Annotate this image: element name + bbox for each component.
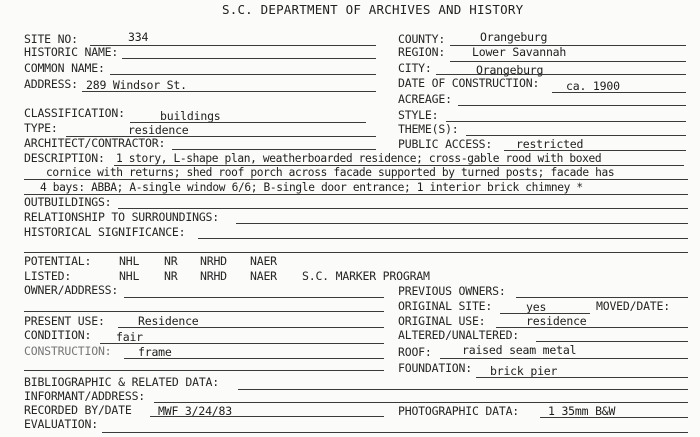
themes-label: THEME(S): <box>398 122 459 136</box>
photographic-data-label: PHOTOGRAPHIC DATA: <box>398 404 520 418</box>
owner-label: OWNER/ADDRESS: <box>24 283 119 297</box>
form-title: S.C. DEPARTMENT OF ARCHIVES AND HISTORY <box>222 2 524 17</box>
common-name-line <box>110 74 376 75</box>
present-use-line <box>118 327 384 328</box>
foundation-line <box>476 377 688 378</box>
potential-label: POTENTIAL: <box>24 254 92 268</box>
roof-value: raised seam metal <box>462 343 577 357</box>
historic-name-label: HISTORIC NAME: <box>24 45 119 59</box>
architect-label: ARCHITECT/CONTRACTOR: <box>24 136 166 150</box>
classification-value: buildings <box>160 109 221 123</box>
photographic-data-value: 1 35mm B&W <box>548 404 616 418</box>
informant-line <box>154 402 688 403</box>
date-value: ca. 1900 <box>566 79 620 93</box>
relationship-label: RELATIONSHIP TO SURROUNDINGS: <box>24 210 219 224</box>
potential-nhl: NHL <box>119 254 140 268</box>
type-label: TYPE: <box>24 121 58 135</box>
access-value: restricted <box>516 137 584 151</box>
access-label: PUBLIC ACCESS: <box>398 137 493 151</box>
original-site-value: yes <box>526 300 547 314</box>
listed-naer: NAER <box>250 269 277 283</box>
description-line-3: 4 bays: ABBA; A-single window 6/6; B-single door entrance; 1 interior brick chimney * <box>40 181 583 194</box>
address-line <box>82 91 376 92</box>
potential-nr: NR <box>164 254 178 268</box>
recorded-line <box>150 416 384 417</box>
site-no-line <box>90 45 376 46</box>
common-name-label: COMMON NAME: <box>24 61 105 75</box>
listed-nhl: NHL <box>119 269 140 283</box>
bibliographic-label: BIBLIOGRAPHIC & RELATED DATA: <box>24 375 219 389</box>
description-line-2: cornice with returns; shed roof porch across facade supported by turned posts; facade has <box>46 166 615 179</box>
construction-line <box>124 358 384 359</box>
listed-label: LISTED: <box>24 269 72 283</box>
present-use-value: Residence <box>138 314 199 328</box>
description-line-1: 1 story, L-shape plan, weatherboarded residence; cross-gable rood with boxed <box>116 152 602 165</box>
altered-line <box>536 341 688 342</box>
original-use-value: residence <box>526 314 587 328</box>
previous-owners-label: PREVIOUS OWNERS: <box>398 284 506 298</box>
description-label: DESCRIPTION: <box>24 151 105 165</box>
bibliographic-line <box>238 389 688 390</box>
style-line <box>446 121 686 122</box>
outbuildings-line <box>118 208 688 209</box>
potential-naer: NAER <box>250 254 277 268</box>
city-value: Orangeburg <box>476 63 544 77</box>
foundation-value: brick pier <box>490 364 558 378</box>
roof-line <box>440 358 688 359</box>
owner-line-2 <box>24 311 384 312</box>
construction-line-2 <box>24 370 384 371</box>
marker-program-label: S.C. MARKER PROGRAM <box>302 269 430 283</box>
style-label: STYLE: <box>398 108 439 122</box>
architect-line <box>172 149 376 150</box>
original-site-label: ORIGINAL SITE: <box>398 299 493 313</box>
listed-nr: NR <box>164 269 178 283</box>
region-value: Lower Savannah <box>472 45 567 59</box>
region-label: REGION: <box>398 45 446 59</box>
potential-nrhd: NRHD <box>200 254 227 268</box>
moved-date-label: MOVED/DATE: <box>596 299 670 313</box>
county-label: COUNTY: <box>398 32 446 46</box>
description-underline-2 <box>24 179 688 180</box>
historic-name-line <box>122 58 376 59</box>
evaluation-line <box>102 432 688 433</box>
relationship-line <box>236 223 688 224</box>
condition-line <box>100 343 384 344</box>
recorded-label: RECORDED BY/DATE <box>24 403 132 417</box>
access-line <box>504 150 686 151</box>
significance-label: HISTORICAL SIGNIFICANCE: <box>24 225 186 239</box>
address-value: 289 Windsor St. <box>86 78 187 92</box>
city-line <box>436 74 686 75</box>
type-value: residence <box>128 123 189 137</box>
site-no-value: 334 <box>128 30 149 44</box>
significance-line <box>198 238 688 239</box>
construction-value: frame <box>138 345 172 359</box>
acreage-label: ACREAGE: <box>398 92 452 106</box>
county-value: Orangeburg <box>480 30 548 44</box>
original-use-label: ORIGINAL USE: <box>398 314 486 328</box>
present-use-label: PRESENT USE: <box>24 314 105 328</box>
address-label: ADDRESS: <box>24 77 78 91</box>
listed-nrhd: NRHD <box>200 269 227 283</box>
description-underline-3 <box>24 194 688 195</box>
significance-line-2 <box>24 252 688 253</box>
foundation-label: FOUNDATION: <box>398 361 472 375</box>
condition-value: fair <box>116 330 143 344</box>
recorded-value: MWF 3/24/83 <box>158 404 232 418</box>
date-line <box>552 92 686 93</box>
condition-label: CONDITION: <box>24 328 92 342</box>
owner-line <box>124 297 384 298</box>
site-no-label: SITE NO: <box>24 32 78 46</box>
altered-label: ALTERED/UNALTERED: <box>398 328 520 342</box>
city-label: CITY: <box>398 61 432 75</box>
evaluation-label: EVALUATION: <box>24 417 98 431</box>
construction-label: CONSTRUCTION: <box>24 344 112 358</box>
previous-owners-line <box>516 297 688 298</box>
original-use-line <box>496 327 688 328</box>
date-label: DATE OF CONSTRUCTION: <box>398 76 540 90</box>
acreage-line <box>458 105 686 106</box>
region-line <box>450 61 686 62</box>
photographic-data-line <box>540 417 688 418</box>
themes-line <box>466 135 686 136</box>
informant-label: INFORMANT/ADDRESS: <box>24 389 146 403</box>
roof-label: ROOF: <box>398 345 432 359</box>
classification-label: CLASSIFICATION: <box>24 106 125 120</box>
outbuildings-label: OUTBUILDINGS: <box>24 195 112 209</box>
